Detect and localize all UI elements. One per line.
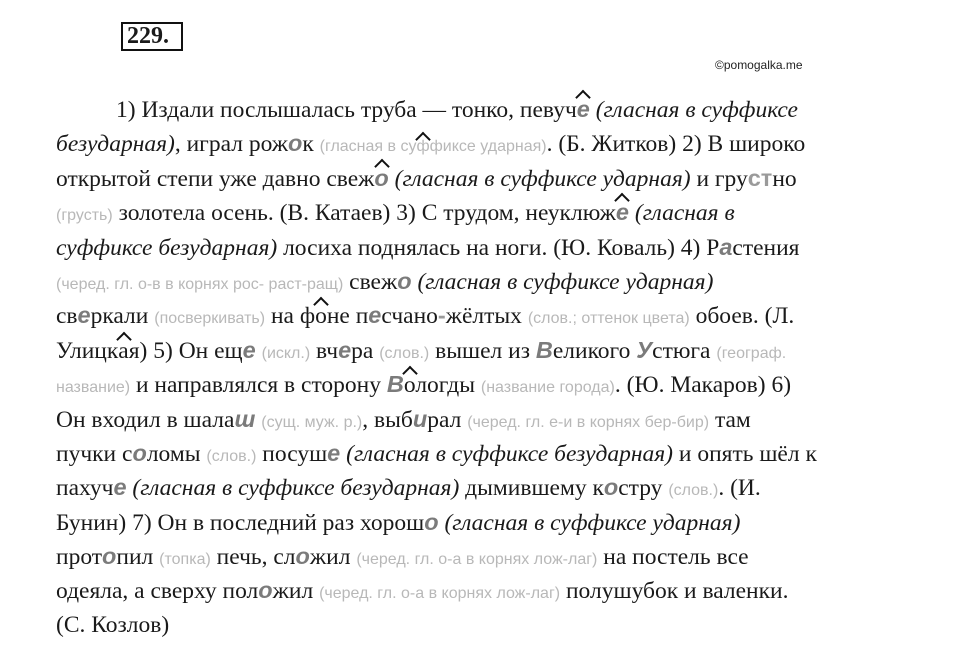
accent-mark-letter: о (403, 372, 416, 399)
text-run: Улицк (56, 337, 119, 364)
grey-annotation: (топка) (159, 551, 211, 569)
text-run: стру (618, 475, 669, 502)
italic-explanation: (гласная в (634, 200, 735, 227)
text-run: , выб (362, 406, 413, 433)
accent-mark-letter: а (118, 337, 129, 364)
highlighted-letter: и (412, 405, 428, 432)
text-run: пил (116, 544, 160, 571)
text-run: золотела осень. (В. Катаев) 3) С трудом, неуклюж (112, 200, 616, 227)
text-run: , играл рож (174, 131, 288, 158)
italic-explanation: безударная) (56, 131, 175, 158)
text-run: и опять шёл к (673, 440, 817, 467)
highlighted-letter: о (295, 543, 310, 570)
grey-annotation: (слов.; оттенок цвета) (527, 310, 690, 328)
grey-annotation: ркивать) (202, 310, 266, 328)
text-run: . (Б. Житков) 2) В широко (546, 131, 806, 158)
text-run: жёлтых (445, 303, 528, 330)
text-run: Бунин) 7) Он в последний раз хорош (56, 509, 425, 536)
text-line (56, 436, 912, 470)
highlighted-letter: о (132, 439, 147, 466)
highlighted-letter: В (535, 336, 553, 363)
text-run: лосиха поднялась на ноги. (Ю. Коваль) 4) Р (277, 234, 720, 261)
grey-annotation: (слов.) (379, 344, 430, 362)
text-line (56, 264, 912, 298)
text-run: рал (427, 406, 468, 433)
text-line (56, 470, 912, 504)
highlighted-letter: е (242, 336, 256, 363)
italic-explanation: суффиксе безударная) (56, 234, 278, 261)
highlighted-letter: о (102, 543, 117, 570)
accent-mark-letter: о (374, 164, 389, 191)
highlighted-letter: У (636, 336, 653, 363)
text-run: ра (351, 337, 380, 364)
accent-mark-letter: е (615, 199, 629, 226)
highlighted-letter: о (397, 267, 412, 294)
text-run: ломы (146, 440, 207, 467)
grey-annotation: название) (56, 379, 131, 397)
highlighted-letter: ш (234, 405, 256, 432)
text-line (56, 333, 912, 367)
accent-mark-letter: е (576, 96, 590, 122)
text-run: (С. Козлов) (56, 611, 170, 638)
text-run: Он входил в шала (56, 406, 235, 433)
text-line (56, 92, 912, 126)
highlighted-letter: е (77, 302, 91, 329)
text-run: пахуч (56, 475, 114, 502)
text-run: счано (381, 303, 438, 330)
text-run: жил (272, 578, 320, 605)
text-line (56, 126, 912, 160)
highlighted-letter: е (327, 439, 341, 466)
highlighted-letter: е (113, 474, 127, 501)
text-run: на постель все (597, 544, 749, 571)
text-run: ркали (90, 303, 155, 330)
highlighted-letter: В (386, 371, 404, 398)
italic-explanation: (гласная в суффиксе (595, 97, 798, 123)
text-line (56, 230, 912, 264)
text-line (56, 539, 912, 573)
text-run: открытой степи уже давно свеж (56, 165, 375, 192)
grey-annotation: с (83, 207, 92, 225)
italic-explanation: (гласная в суффиксе безударная) (132, 475, 460, 502)
grey-annotation: (географ. (716, 344, 787, 362)
text-run: стения (732, 234, 800, 261)
highlighted-letter: о (287, 130, 303, 157)
text-run: св (56, 303, 78, 330)
grey-annotation: т (91, 207, 100, 225)
text-run: печь, сл (210, 544, 296, 571)
text-run: к (302, 131, 320, 158)
text-run: 1) Издали послышалась труба — тонко, певуч (116, 97, 577, 123)
grey-annotation: ь) (99, 207, 113, 225)
watermark: ©pomogalka.me (715, 58, 803, 72)
text-run: обоев. (Л. (689, 303, 795, 330)
text-line (56, 573, 912, 607)
grey-annotation: (черед. гл. о-в в корнях рос- раст-ращ) (56, 275, 344, 293)
grey-annotation: (черед. гл. о-а в корнях лож-лаг) (319, 585, 561, 603)
grey-annotation: (гласная в су (319, 138, 417, 156)
text-line (56, 298, 912, 332)
text-run: свеж (343, 268, 398, 295)
text-line (56, 608, 912, 642)
accent-mark-letter: о (315, 303, 327, 330)
highlighted-letter: о (603, 474, 619, 501)
highlighted-letter: о (258, 577, 273, 604)
grey-annotation: (посв (154, 310, 194, 328)
grey-annotation: (название города) (480, 379, 615, 397)
text-run: логды (415, 372, 481, 399)
text-run: дымившему к (459, 475, 604, 502)
highlighted-letter: е (338, 336, 352, 363)
text-run: пучки с (56, 440, 133, 467)
text-line (56, 367, 912, 401)
text-run: еликого (552, 337, 637, 364)
highlighted-letters: ст (747, 164, 773, 191)
highlighted-letter: о (424, 508, 439, 535)
text-run: . (Ю. Макаров) 6) (614, 372, 792, 399)
text-run: не п (326, 303, 369, 330)
grey-annotation: (сущ. муж. р.) (261, 413, 363, 431)
text-run: и гру (690, 165, 748, 192)
italic-explanation: (гласная в суффиксе ударная) (417, 268, 714, 295)
text-run: . (И. (718, 475, 761, 502)
text-run: но (772, 165, 797, 192)
text-line (56, 402, 912, 436)
highlighted-letter: е (368, 302, 382, 329)
text-run: я) 5) Он ещ (128, 337, 243, 364)
italic-explanation: (гласная в суффиксе ударная) (444, 509, 741, 536)
exercise-text (56, 92, 912, 642)
highlighted-letter: а (719, 233, 733, 260)
accent-mark-letter: ф (416, 138, 430, 156)
text-run: одеяла, а сверху пол (56, 578, 259, 605)
text-line (56, 161, 912, 195)
exercise-number: 229. (121, 22, 183, 51)
grey-annotation: (искл.) (261, 344, 311, 362)
grey-annotation: (гру (56, 207, 84, 225)
text-run: полушубок и валенки. (560, 578, 789, 605)
grey-annotation: (черед. гл. е-и в корнях бер-бир) (467, 413, 710, 431)
text-line (56, 195, 912, 229)
grey-annotation: (слов.) (668, 482, 719, 500)
text-run: на ф (265, 303, 316, 330)
highlighted-letters: - (437, 302, 446, 329)
text-run: стюга (652, 337, 717, 364)
text-run: вышел из (429, 337, 536, 364)
italic-explanation: (гласная в суффиксе безударная) (346, 440, 674, 467)
text-run: посуш (256, 440, 328, 467)
grey-annotation: (черед. гл. о-а в корнях лож-лаг) (356, 551, 598, 569)
text-run: вч (310, 337, 339, 364)
grey-annotation: (слов.) (206, 447, 257, 465)
grey-annotation: фиксе ударная) (429, 138, 547, 156)
text-run: там (709, 406, 751, 433)
grey-annotation: е (193, 310, 203, 328)
text-run: прот (56, 544, 103, 571)
text-line (56, 505, 912, 539)
text-run: жил (309, 544, 357, 571)
text-run: и направлялся в сторону (130, 372, 387, 399)
italic-explanation: (гласная в суффиксе ударная) (394, 165, 691, 192)
